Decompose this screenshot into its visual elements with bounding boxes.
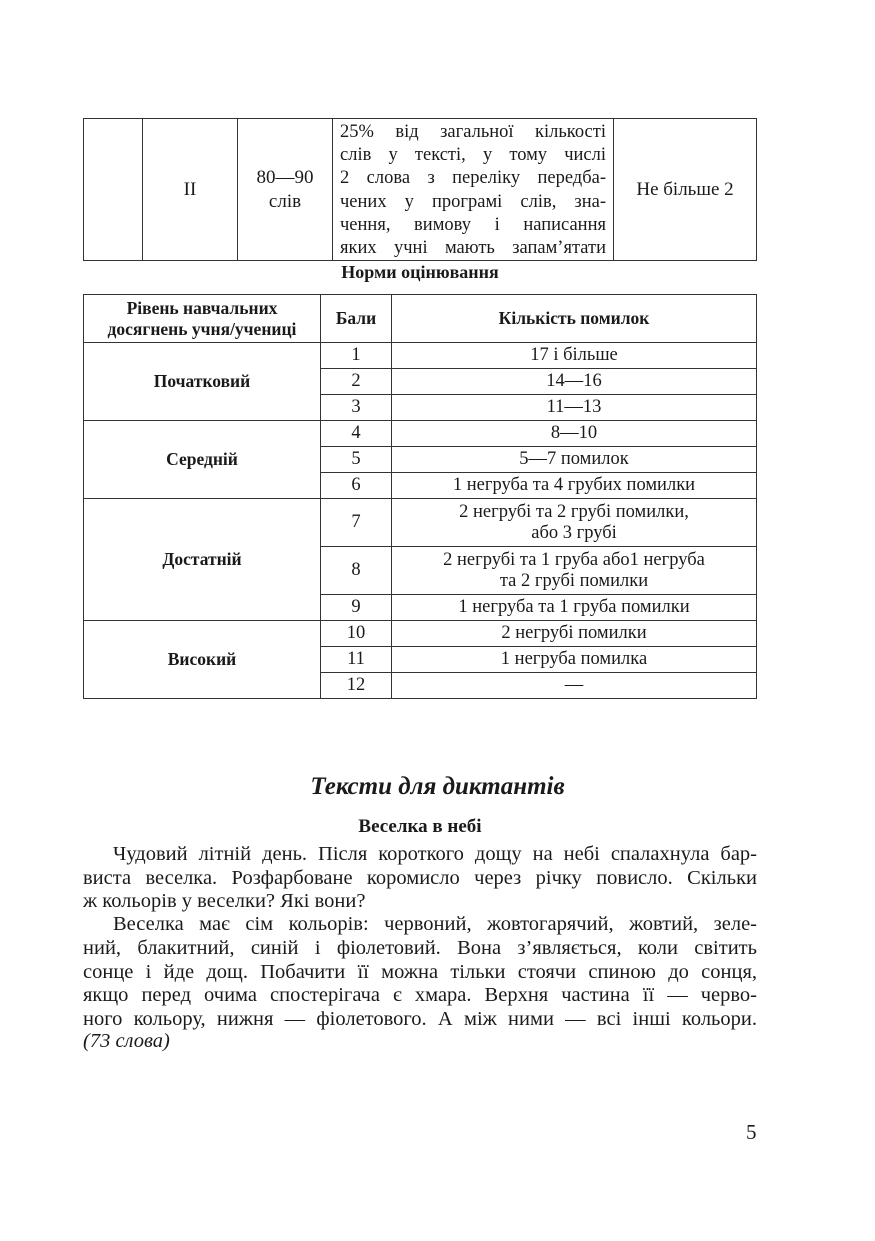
- section-title: Тексти для диктантів: [310, 773, 565, 800]
- header-level: [84, 295, 321, 343]
- errors-cell: [392, 547, 757, 595]
- points-cell: 8: [321, 547, 392, 595]
- points-cell: 3: [321, 395, 392, 421]
- points-cell: 11: [321, 647, 392, 673]
- header-errors: Кількість помилок: [392, 295, 757, 343]
- word-count-table: [83, 118, 757, 261]
- errors-cell: 11—13: [392, 395, 757, 421]
- description-line: чення, вимову і написання: [340, 214, 606, 235]
- level-high: Високий: [84, 621, 321, 699]
- errors-cell: 8—10: [392, 421, 757, 447]
- description-cell: [333, 119, 614, 261]
- errors-line: та 2 грубі помилки: [499, 570, 649, 591]
- errors-cell: [392, 499, 757, 547]
- errors-line: 2 негрубі та 2 грубі помилки,: [459, 501, 689, 522]
- dictation-line: ж кольорів у веселки? Які вони?: [83, 890, 366, 912]
- table-row: [84, 621, 757, 647]
- level-middle: Середній: [84, 421, 321, 499]
- dictation-line: Веселка має сім кольорів: червоний, жовтогарячий, жовтий, зеле-: [113, 913, 757, 935]
- dictation-line: ного кольору, нижня — фіолетового. А між ними — всі інші кольори.: [83, 1008, 757, 1030]
- points-cell: 1: [321, 343, 392, 369]
- empty-cell: [84, 119, 143, 261]
- points-cell: 10: [321, 621, 392, 647]
- points-cell: 2: [321, 369, 392, 395]
- word-count-cell: [238, 119, 333, 261]
- header-level-line2: досягнень учня/учениці: [107, 318, 297, 339]
- errors-cell: 1 негруба та 1 груба помилки: [392, 595, 757, 621]
- header-level-line1: Рівень навчальних: [126, 297, 278, 318]
- table-row: [84, 499, 757, 547]
- description-line: 2 слова з переліку передба-: [340, 168, 606, 189]
- errors-cell: —: [392, 673, 757, 699]
- level-sufficient: Достатній: [84, 499, 321, 621]
- word-count-note: (73 слова): [83, 1030, 170, 1052]
- dictation-line: Чудовий літній день. Після короткого дощу на небі спалахнула бар-: [113, 843, 757, 865]
- limit-cell: Не більше 2: [614, 119, 757, 261]
- errors-cell: 17 і більше: [392, 343, 757, 369]
- dictation-line: сонце і йде дощ. Побачити її можна тільки стоячи спиною до сонця,: [83, 961, 757, 983]
- errors-cell: 1 негруба та 4 грубих помилки: [392, 473, 757, 499]
- dictation-line: якщо перед очима спостерігача є хмара. Верхня частина її — черво-: [83, 984, 757, 1006]
- points-cell: 4: [321, 421, 392, 447]
- description-line: слів у тексті, у тому числі: [340, 145, 606, 166]
- errors-cell: 1 негруба помилка: [392, 647, 757, 673]
- description-line: 25% від загальної кількості: [340, 122, 606, 142]
- points-cell: 6: [321, 473, 392, 499]
- points-cell: 9: [321, 595, 392, 621]
- description-line: яких учні мають запам’ятати: [340, 238, 606, 259]
- errors-line: 2 негрубі та 1 груба або1 негруба: [443, 549, 705, 570]
- table-header-row: [84, 295, 757, 343]
- errors-cell: 2 негрубі помилки: [392, 621, 757, 647]
- points-cell: 5: [321, 447, 392, 473]
- word-count-range: 80—90: [256, 166, 314, 188]
- errors-cell: 5—7 помилок: [392, 447, 757, 473]
- word-count-unit: слів: [268, 190, 302, 212]
- page-number: 5: [746, 1120, 757, 1144]
- table-row: [84, 343, 757, 369]
- points-cell: 12: [321, 673, 392, 699]
- table-row: [84, 421, 757, 447]
- level-cell: ІІ: [143, 119, 238, 261]
- header-points: Бали: [321, 295, 392, 343]
- description-line: чених у програмі слів, зна-: [340, 191, 606, 212]
- errors-line: або 3 грубі: [531, 522, 617, 543]
- dictation-line: виста веселка. Розфарбоване коромисло через річку повисло. Скільки: [83, 867, 757, 889]
- dictation-title: Веселка в небі: [358, 816, 482, 837]
- table-row: [84, 119, 757, 261]
- points-cell: 7: [321, 499, 392, 547]
- norms-table: [83, 294, 757, 699]
- norms-title: Норми оцінювання: [341, 262, 499, 282]
- dictation-line: ний, блакитний, синій і фіолетовий. Вона з’являється, коли світить: [83, 937, 757, 959]
- errors-cell: 14—16: [392, 369, 757, 395]
- level-initial: Початковий: [84, 343, 321, 421]
